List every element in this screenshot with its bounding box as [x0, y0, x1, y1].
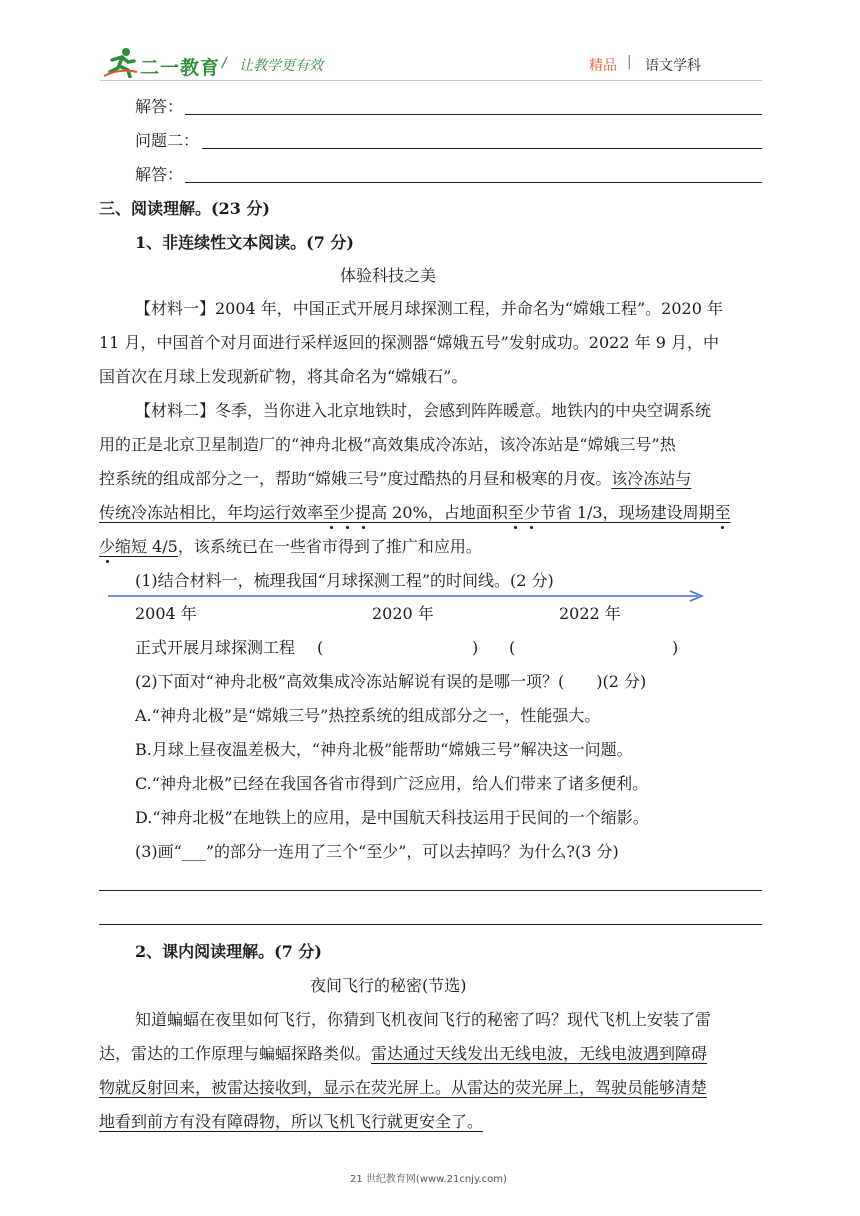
question2-label: 问题二：	[135, 131, 200, 150]
material1-line3: 国首次在月球上发现新矿物，将其命名为“嫦娥石”。	[99, 367, 468, 386]
blank-2020-close: )	[472, 638, 479, 657]
question2-line[interactable]	[202, 148, 762, 149]
part2-line2-plain: 达，雷达的工作原理与蝙蝠探路类似。	[99, 1044, 372, 1063]
m2-line5-plain: ，该系统已在一些省市得到了推广和应用。	[177, 537, 482, 556]
slogan-separator: /	[222, 55, 227, 71]
q3-seg-b: ”的部分一连用了三个“至少”，可以去掉吗？为什么?(3 分)	[205, 842, 619, 861]
material1-line1: 【材料一】2004 年，中国正式开展月球探测工程，并命名为“嫦娥工程”。2020 年	[135, 299, 723, 318]
question1: (1)结合材料一，梳理我国“月球探测工程”的时间线。(2 分)	[135, 571, 554, 590]
material2-line4	[99, 503, 731, 523]
question3	[135, 842, 619, 862]
blank-2022-input[interactable]	[521, 638, 671, 658]
dotted-char: 至	[323, 503, 340, 522]
header-divider	[100, 80, 762, 81]
material2-line1: 【材料二】冬季，当你进入北京地铁时，会感到阵阵暖意。地铁内的中央空调系统	[135, 401, 712, 420]
section3-heading: 三、阅读理解。(23 分)	[99, 199, 270, 218]
material2-line3-plain: 控系统的组成部分之一，帮助“嫦娥三号”度过酷热的月昼和极寒的月夜。	[99, 469, 612, 488]
part1-heading: 1、非连续性文本阅读。(7 分)	[135, 233, 354, 252]
timeline-event-2004: 正式开展月球探测工程	[135, 638, 296, 657]
option-b: B.月球上昼夜温差极大，“神舟北极”能帮助“嫦娥三号”解决这一问题。	[135, 740, 633, 759]
dotted-char: 提	[355, 503, 372, 522]
answer1-label: 解答：	[135, 97, 184, 116]
part2-title: 夜间飞行的秘密(节选)	[310, 976, 467, 995]
blank-2022-close: )	[672, 638, 679, 657]
answer2-line[interactable]	[185, 182, 762, 183]
timeline-year-2020: 2020 年	[372, 604, 434, 623]
m2-line4-seg-d: 节省 1/3，现场建设周期	[539, 503, 715, 522]
answer1-line[interactable]	[185, 114, 762, 115]
option-a: A.“神舟北极”是“嫦娥三号”热控系统的组成部分之一，性能强大。	[135, 706, 601, 725]
dotted-char: 至	[507, 503, 524, 522]
option-c: C.“神舟北极”已经在我国各省市得到广泛应用，给人们带来了诸多便利。	[135, 774, 649, 793]
blank-2022-open: (	[509, 638, 516, 657]
material1-line2: 11 月，中国首个对月面进行采样返回的探测器“嫦娥五号”发射成功。2022 年 9 月，中	[99, 333, 719, 352]
quality-label: 精品	[589, 58, 617, 74]
slogan: 让教学更有效	[239, 58, 323, 74]
m2-line4-seg-c: 高 20%，占地面积	[371, 503, 508, 522]
material2-line2: 用的正是北京卫星制造厂的“神舟北极”高效集成冷冻站，该冷冻站是“嫦娥三号”热	[99, 435, 676, 454]
q3-answer-line-2[interactable]	[99, 924, 762, 925]
q3-seg-a: (3)画“	[135, 842, 182, 861]
dotted-char: 少	[523, 503, 540, 522]
dotted-char: 少	[339, 503, 356, 522]
dotted-char: 至	[714, 503, 731, 522]
part2-line2-underlined: 雷达通过天线发出无线电波，无线电波遇到障碍	[371, 1044, 708, 1063]
page-footer: 21 世纪教育网(www.21cnjy.com)	[350, 1174, 507, 1185]
part1-title: 体验科技之美	[340, 266, 437, 285]
option-d: D.“神舟北极”在地铁上的应用，是中国航天科技运用于民间的一个缩影。	[135, 808, 649, 827]
timeline-arrow-icon	[108, 589, 708, 603]
header-separator: |	[627, 54, 632, 70]
answer2-label: 解答：	[135, 165, 184, 184]
runner-logo-icon	[104, 46, 138, 78]
q3-answer-line-1[interactable]	[99, 890, 762, 891]
part2-line2	[99, 1044, 707, 1064]
part2-line3: 物就反射回来，被雷达接收到，显示在荧光屏上。从雷达的荧光屏上，驾驶员能够清楚	[99, 1078, 708, 1097]
dotted-char: 少	[99, 537, 116, 556]
material2-line5	[99, 537, 482, 557]
part2-heading: 2、课内阅读理解。(7 分)	[135, 942, 322, 961]
logo-text: 二一教育	[140, 57, 221, 79]
part2-line1: 知道蝙蝠在夜里如何飞行，你猜到飞机夜间飞行的秘密了吗？现代飞机上安装了雷	[135, 1010, 712, 1029]
subject-label: 语文学科	[645, 58, 701, 74]
part2-line4: 地看到前方有没有障碍物，所以飞机飞行就更安全了。	[99, 1112, 484, 1131]
material2-line3-underlined: 该冷冻站与	[611, 469, 692, 488]
timeline-year-2022: 2022 年	[559, 604, 621, 623]
blank-2020-input[interactable]	[329, 638, 469, 658]
blank-2020-open: (	[317, 638, 324, 657]
m2-line5-underlined: 缩短 4/5	[115, 537, 178, 556]
m2-line4-seg-a: 传统冷冻站相比，年均运行效率	[99, 503, 324, 522]
timeline-year-2004: 2004 年	[135, 604, 197, 623]
material2-line3	[99, 469, 691, 489]
q3-underline-mark: ___	[181, 842, 206, 861]
question2: (2)下面对“神舟北极”高效集成冷冻站解说有误的是哪一项？( )(2 分)	[135, 672, 647, 691]
